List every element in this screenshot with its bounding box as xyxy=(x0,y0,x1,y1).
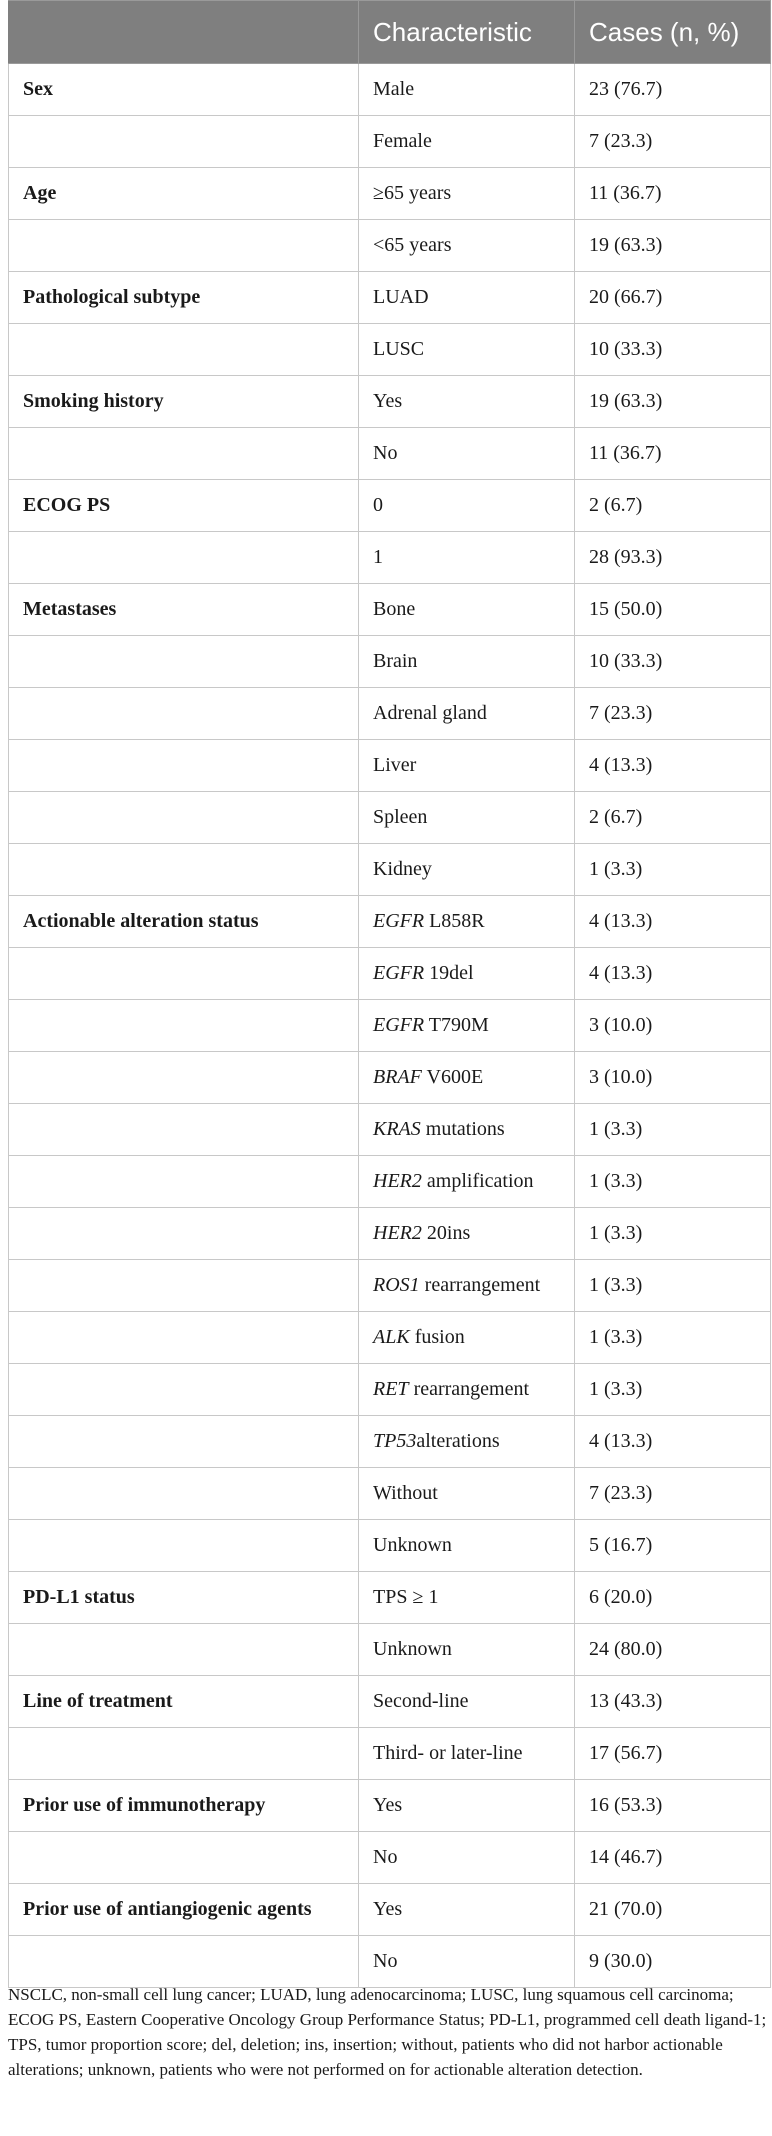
row-category xyxy=(9,116,359,168)
row-cases: 13 (43.3) xyxy=(575,1676,771,1728)
characteristic-text: Female xyxy=(373,130,432,152)
table-row xyxy=(9,1156,771,1208)
characteristic-text: Second-line xyxy=(373,1690,469,1712)
table-row xyxy=(9,948,771,1000)
gene-name: RET xyxy=(373,1378,409,1400)
characteristic-text: V600E xyxy=(421,1066,484,1088)
row-cases: 24 (80.0) xyxy=(575,1624,771,1676)
characteristic-text: Third- or later-line xyxy=(373,1742,523,1764)
gene-name: HER2 xyxy=(373,1170,422,1192)
row-category xyxy=(9,1312,359,1364)
row-category: Metastases xyxy=(9,584,359,636)
row-cases: 2 (6.7) xyxy=(575,792,771,844)
row-cases: 1 (3.3) xyxy=(575,1364,771,1416)
table-row xyxy=(9,1936,771,1988)
row-category xyxy=(9,324,359,376)
row-cases: 14 (46.7) xyxy=(575,1832,771,1884)
characteristic-text: rearrangement xyxy=(408,1378,530,1400)
row-category xyxy=(9,948,359,1000)
table-row xyxy=(9,1416,771,1468)
row-cases: 28 (93.3) xyxy=(575,532,771,584)
row-characteristic xyxy=(359,532,575,584)
row-cases: 11 (36.7) xyxy=(575,168,771,220)
table-row xyxy=(9,532,771,584)
row-characteristic xyxy=(359,584,575,636)
row-cases: 3 (10.0) xyxy=(575,1000,771,1052)
row-category: Prior use of immunotherapy xyxy=(9,1780,359,1832)
row-cases: 7 (23.3) xyxy=(575,688,771,740)
gene-name: TP53 xyxy=(373,1430,417,1452)
characteristic-text: mutations xyxy=(420,1118,505,1140)
row-characteristic xyxy=(359,1260,575,1312)
row-category xyxy=(9,844,359,896)
row-category xyxy=(9,532,359,584)
row-cases: 20 (66.7) xyxy=(575,272,771,324)
row-cases: 10 (33.3) xyxy=(575,324,771,376)
characteristic-text: Yes xyxy=(373,390,403,412)
row-characteristic xyxy=(359,1364,575,1416)
table-row xyxy=(9,324,771,376)
gene-name: ROS1 xyxy=(373,1274,420,1296)
row-characteristic xyxy=(359,1052,575,1104)
table-row xyxy=(9,376,771,428)
table-row xyxy=(9,844,771,896)
table-row xyxy=(9,116,771,168)
table-row xyxy=(9,168,771,220)
row-characteristic xyxy=(359,948,575,1000)
characteristic-text: L858R xyxy=(424,910,485,932)
row-category xyxy=(9,1000,359,1052)
row-characteristic xyxy=(359,220,575,272)
row-category xyxy=(9,1260,359,1312)
row-category: Line of treatment xyxy=(9,1676,359,1728)
gene-name: EGFR xyxy=(373,962,425,984)
header-category xyxy=(9,1,359,64)
row-category xyxy=(9,792,359,844)
characteristic-text: Liver xyxy=(373,754,417,776)
row-cases: 4 (13.3) xyxy=(575,948,771,1000)
row-category xyxy=(9,1520,359,1572)
row-characteristic xyxy=(359,168,575,220)
row-cases: 1 (3.3) xyxy=(575,844,771,896)
characteristic-text: TPS ≥ 1 xyxy=(373,1586,439,1608)
row-category: PD-L1 status xyxy=(9,1572,359,1624)
table-row xyxy=(9,480,771,532)
row-characteristic xyxy=(359,116,575,168)
table-row xyxy=(9,1728,771,1780)
table-row xyxy=(9,220,771,272)
row-cases: 10 (33.3) xyxy=(575,636,771,688)
table-row xyxy=(9,1104,771,1156)
row-characteristic xyxy=(359,1520,575,1572)
row-cases: 1 (3.3) xyxy=(575,1312,771,1364)
characteristic-text: Unknown xyxy=(373,1638,452,1660)
gene-name: EGFR xyxy=(373,910,425,932)
row-cases: 19 (63.3) xyxy=(575,376,771,428)
row-cases: 11 (36.7) xyxy=(575,428,771,480)
row-category xyxy=(9,1052,359,1104)
table-row xyxy=(9,1832,771,1884)
table-row xyxy=(9,688,771,740)
characteristic-text: 1 xyxy=(373,546,383,568)
table-row xyxy=(9,272,771,324)
characteristic-text: LUAD xyxy=(373,286,429,308)
table-body xyxy=(9,64,771,1988)
row-characteristic xyxy=(359,1416,575,1468)
row-category xyxy=(9,1364,359,1416)
table-row xyxy=(9,1520,771,1572)
row-cases: 2 (6.7) xyxy=(575,480,771,532)
characteristic-text: alterations xyxy=(416,1430,500,1452)
row-characteristic xyxy=(359,1000,575,1052)
characteristic-text: T790M xyxy=(424,1014,489,1036)
row-cases: 6 (20.0) xyxy=(575,1572,771,1624)
row-cases: 23 (76.7) xyxy=(575,64,771,116)
row-characteristic xyxy=(359,272,575,324)
row-cases: 7 (23.3) xyxy=(575,1468,771,1520)
row-cases: 7 (23.3) xyxy=(575,116,771,168)
row-category xyxy=(9,1832,359,1884)
characteristic-text: No xyxy=(373,1950,398,1972)
characteristic-text: Spleen xyxy=(373,806,428,828)
row-cases: 4 (13.3) xyxy=(575,1416,771,1468)
characteristic-text: Adrenal gland xyxy=(373,702,487,724)
table-row xyxy=(9,1052,771,1104)
characteristic-text: Yes xyxy=(373,1794,403,1816)
table-row xyxy=(9,896,771,948)
header-row xyxy=(9,1,771,64)
row-characteristic xyxy=(359,1624,575,1676)
row-cases: 21 (70.0) xyxy=(575,1884,771,1936)
row-cases: 1 (3.3) xyxy=(575,1156,771,1208)
row-category xyxy=(9,1624,359,1676)
characteristic-text: fusion xyxy=(409,1326,465,1348)
characteristic-text: <65 years xyxy=(373,234,452,256)
row-category xyxy=(9,636,359,688)
row-category xyxy=(9,740,359,792)
row-category xyxy=(9,1156,359,1208)
row-characteristic xyxy=(359,1832,575,1884)
row-category xyxy=(9,688,359,740)
characteristic-text: 0 xyxy=(373,494,383,516)
row-category: Age xyxy=(9,168,359,220)
gene-name: HER2 xyxy=(373,1222,422,1244)
row-category xyxy=(9,1208,359,1260)
row-characteristic xyxy=(359,1104,575,1156)
table-row xyxy=(9,1468,771,1520)
gene-name: ALK xyxy=(373,1326,410,1348)
row-characteristic xyxy=(359,64,575,116)
gene-name: BRAF xyxy=(373,1066,422,1088)
table-row xyxy=(9,636,771,688)
characteristic-text: No xyxy=(373,442,398,464)
characteristic-text: LUSC xyxy=(373,338,425,360)
row-category xyxy=(9,1468,359,1520)
row-characteristic xyxy=(359,1572,575,1624)
characteristic-text: Brain xyxy=(373,650,418,672)
characteristics-table xyxy=(8,0,771,1988)
row-characteristic xyxy=(359,792,575,844)
row-category: Pathological subtype xyxy=(9,272,359,324)
row-category xyxy=(9,1416,359,1468)
row-cases: 15 (50.0) xyxy=(575,584,771,636)
row-characteristic xyxy=(359,1884,575,1936)
table-row xyxy=(9,1676,771,1728)
table-row xyxy=(9,1780,771,1832)
row-cases: 16 (53.3) xyxy=(575,1780,771,1832)
table-row xyxy=(9,1312,771,1364)
characteristic-text: rearrangement xyxy=(419,1274,541,1296)
characteristic-text: Kidney xyxy=(373,858,432,880)
gene-name: EGFR xyxy=(373,1014,425,1036)
row-category xyxy=(9,1728,359,1780)
table-row xyxy=(9,1208,771,1260)
row-characteristic xyxy=(359,1468,575,1520)
row-cases: 3 (10.0) xyxy=(575,1052,771,1104)
row-characteristic xyxy=(359,1208,575,1260)
row-characteristic xyxy=(359,376,575,428)
row-cases: 4 (13.3) xyxy=(575,740,771,792)
row-category xyxy=(9,220,359,272)
row-characteristic xyxy=(359,1728,575,1780)
row-cases: 1 (3.3) xyxy=(575,1260,771,1312)
gene-name: KRAS xyxy=(373,1118,421,1140)
row-characteristic xyxy=(359,636,575,688)
row-category xyxy=(9,1104,359,1156)
table-row xyxy=(9,584,771,636)
row-characteristic xyxy=(359,1936,575,1988)
row-cases: 1 (3.3) xyxy=(575,1104,771,1156)
characteristic-text: 20ins xyxy=(421,1222,471,1244)
row-characteristic xyxy=(359,480,575,532)
row-characteristic xyxy=(359,428,575,480)
row-cases: 4 (13.3) xyxy=(575,896,771,948)
table-row xyxy=(9,1260,771,1312)
characteristic-text: No xyxy=(373,1846,398,1868)
characteristic-text: Unknown xyxy=(373,1534,452,1556)
characteristic-text: Male xyxy=(373,78,415,100)
row-characteristic xyxy=(359,1312,575,1364)
row-cases: 1 (3.3) xyxy=(575,1208,771,1260)
row-category: Actionable alteration status xyxy=(9,896,359,948)
row-characteristic xyxy=(359,740,575,792)
table-row xyxy=(9,1624,771,1676)
header-characteristic: Characteristic xyxy=(359,1,575,64)
table-row xyxy=(9,64,771,116)
table-row xyxy=(9,792,771,844)
row-category: Sex xyxy=(9,64,359,116)
row-category: ECOG PS xyxy=(9,480,359,532)
row-category xyxy=(9,428,359,480)
row-characteristic xyxy=(359,324,575,376)
row-characteristic xyxy=(359,896,575,948)
header-cases: Cases (n, %) xyxy=(575,1,771,64)
row-cases: 5 (16.7) xyxy=(575,1520,771,1572)
table-row xyxy=(9,1884,771,1936)
row-characteristic xyxy=(359,1156,575,1208)
table-footnote: NSCLC, non-small cell lung cancer; LUAD, lung adenocarcinoma; LUSC, lung squamous cell carcinoma; ECOG PS, Eastern Cooperative Oncology Group Performance Status; PD-L1, programmed cell death ligand-1; TPS, tumor proportion score; del, deletion; ins, insertion; without, patients who did not harbor actionable alterations; unknown, patients who were not performed on for actionable alteration detection. xyxy=(8,1985,767,2079)
row-cases: 9 (30.0) xyxy=(575,1936,771,1988)
row-cases: 19 (63.3) xyxy=(575,220,771,272)
characteristic-text: ≥65 years xyxy=(373,182,452,204)
table-row xyxy=(9,1364,771,1416)
table-row xyxy=(9,428,771,480)
row-characteristic xyxy=(359,1780,575,1832)
table-row xyxy=(9,1572,771,1624)
table-row xyxy=(9,740,771,792)
characteristic-text: 19del xyxy=(424,962,474,984)
table-row xyxy=(9,1000,771,1052)
row-cases: 17 (56.7) xyxy=(575,1728,771,1780)
row-category: Prior use of antiangiogenic agents xyxy=(9,1884,359,1936)
characteristic-text: Without xyxy=(373,1482,438,1504)
row-characteristic xyxy=(359,844,575,896)
characteristic-text: Yes xyxy=(373,1898,403,1920)
characteristic-text: amplification xyxy=(421,1170,534,1192)
table-container xyxy=(8,0,770,1988)
row-category xyxy=(9,1936,359,1988)
characteristic-text: Bone xyxy=(373,598,416,620)
row-characteristic xyxy=(359,688,575,740)
row-category: Smoking history xyxy=(9,376,359,428)
row-characteristic xyxy=(359,1676,575,1728)
